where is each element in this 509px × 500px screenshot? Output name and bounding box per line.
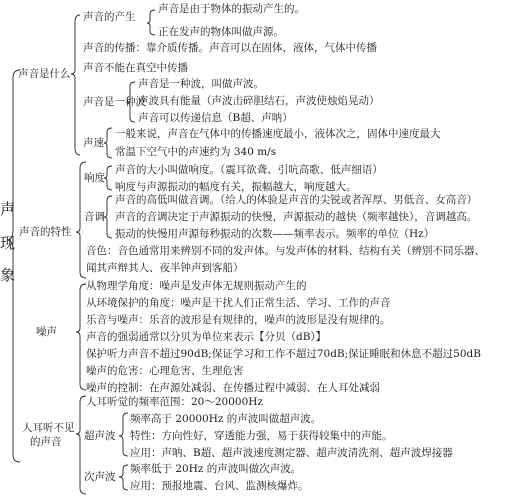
fact-line: 常温下空气中的声速约为 340 m/s (115, 146, 277, 158)
fact-line: 保护听力声音不超过90dB;保证学习和工作不超过70dB;保证睡眠和休息不超过50dB (86, 348, 481, 360)
fact-line: 从物理学角度：噪声是发声体无规则振动产生的 (86, 280, 307, 292)
fact-line: 闻其声辩其人、夜半钟声到客船） (86, 262, 244, 274)
category-label: 人耳听不见 (22, 422, 75, 434)
topic-label: 次声波 (84, 471, 116, 483)
fact-line: 从环境保护的角度：噪声是干扰人们正常生活、学习、工作的声音 (86, 297, 391, 309)
fact-line: 声音的高低叫做音调。（给人的体验是声音的尖锐或者浑厚、男低音、女高音） (115, 194, 478, 206)
fact-line: 频率高于 20000Hz 的声波叫做超声波。 (130, 413, 322, 425)
fact-line: 音色：音色通常用来辨别不同的发声体。与发声体的材料、结构有关（辨别不同乐器、 (86, 245, 485, 257)
topic-label: 音调 (84, 211, 105, 223)
fact-line: 人耳听觉的频率范围：20～20000Hz (86, 396, 263, 408)
fact-line: 特性：方向性好，穿透能力强，易于获得较集中的声能。 (130, 430, 393, 442)
main-title-char: 现 (0, 234, 16, 252)
main-title-char: 声 (0, 200, 16, 218)
fact-line: 声波具有能量（声波击碎胆结石，声波使烛焰晃动） (138, 95, 380, 107)
topic-label: 声音是一种波 (83, 96, 146, 108)
fact-line: 一般来说，声音在气体中的传播速度最小，液体次之，固体中速度最大 (115, 128, 441, 140)
fact-line: 声音是由于物体的振动产生的。 (158, 3, 305, 15)
fact-line: 频率低于 20Hz 的声波叫做次声波。 (130, 463, 302, 475)
topic-label: 声音的产生 (83, 11, 136, 23)
category-label: 噪声 (36, 326, 57, 338)
category-label: 的声音 (30, 436, 62, 448)
category-label: 声音是什么 (18, 68, 71, 80)
fact-line: 声音的传播：靠介质传播。声音可以在固体，液体，气体中传播 (83, 42, 377, 54)
fact-line: 声音的大小叫做响度。（震耳欲聋、引吭高歌、低声细语） (115, 164, 383, 176)
fact-line: 噪声的危害：心理危害、生理危害 (86, 365, 244, 377)
fact-line: 声音是一种波，叫做声波。 (138, 78, 264, 90)
fact-line: 声音可以传递信息（B超、声呐） (138, 112, 293, 124)
fact-line: 正在发声的物体叫做声源。 (158, 26, 284, 38)
fact-line: 应用：声呐、B超、超声波速度测定器、超声波清洗剂、超声波焊接器 (130, 447, 453, 459)
category-label: 声音的特性 (19, 226, 72, 238)
fact-line: 声音的音调决定于声源振动的快慢，声源振动的越快（频率越快），音调越高。 (115, 211, 478, 223)
fact-line: 响度与声源振动的幅度有关，振幅越大，响度越大。 (115, 181, 357, 193)
topic-label: 超声波 (84, 430, 116, 442)
fact-line: 乐音与噪声：乐音的波形是有规律的，噪声的波形是没有规律的。 (86, 314, 391, 326)
fact-line: 应用：预报地震、台风、监测核爆炸。 (130, 480, 309, 492)
topic-label: 响度 (84, 172, 105, 184)
fact-line: 振动的快慢用声源每秒振动的次数——频率表示。频率的单位（Hz） (115, 228, 435, 240)
fact-line: 噪声的控制：在声源处减弱、在传播过程中减弱、在人耳处减弱 (86, 382, 380, 394)
fact-line: 声音不能在真空中传播 (83, 62, 188, 74)
main-title-char: 象 (0, 266, 16, 284)
fact-line: 声音的强弱通常以分贝为单位来表示【分贝（dB）】 (86, 331, 327, 343)
topic-label: 声速 (83, 137, 104, 149)
